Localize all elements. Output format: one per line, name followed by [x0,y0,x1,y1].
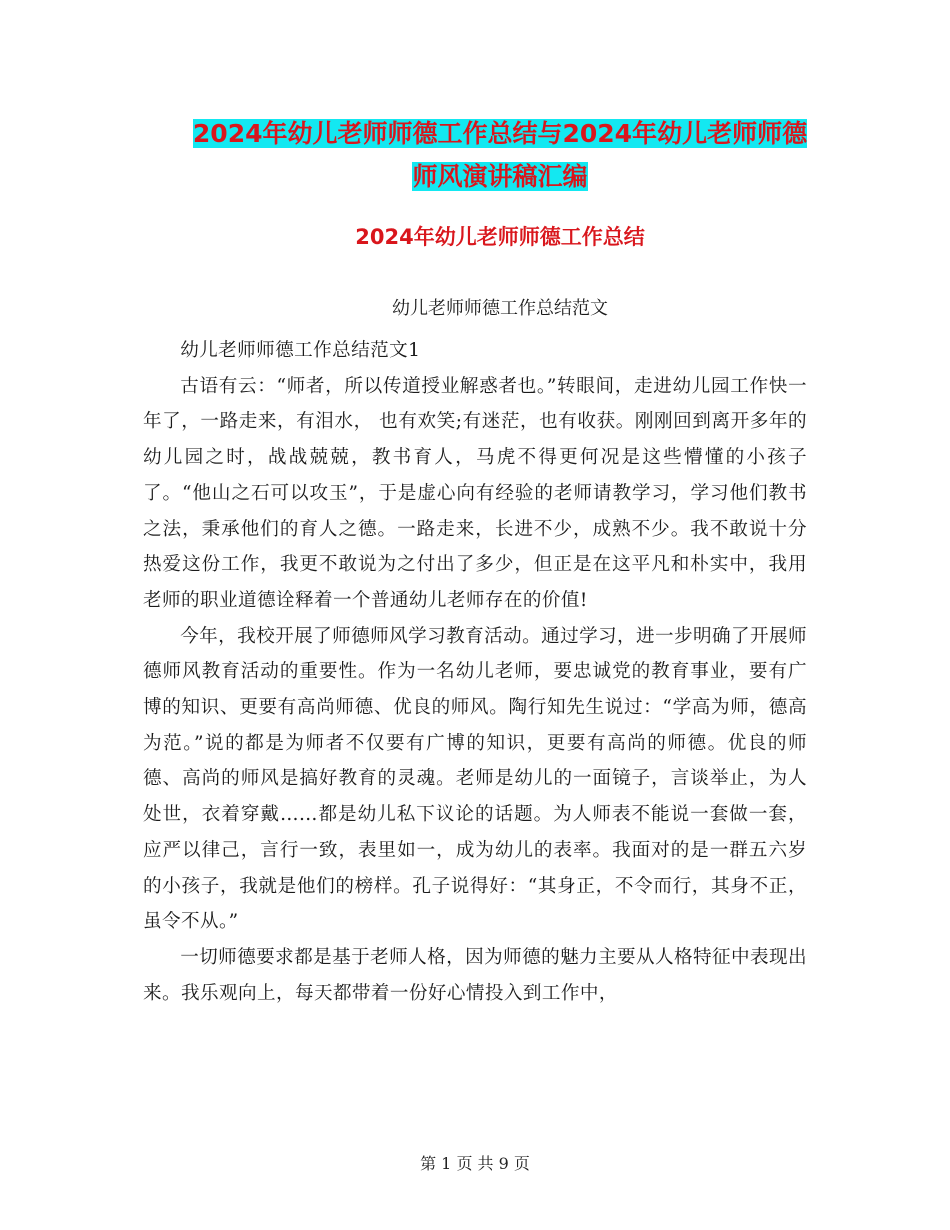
main-title-line-1: 2024年幼儿老师师德工作总结与2024年幼儿老师师德 [192,119,808,148]
subtitle: 幼儿老师师德工作总结范文 [392,298,608,319]
paragraph: 今年，我校开展了师德师风学习教育活动。通过学习，进一步明确了开展师德师风教育活动的重要性。作为一名幼儿老师，要忠诚党的教育事业，要有广博的知识、更要有高尚师德、优良的师风。陶行知先生说过：“学高为师，德高为范。”说的都是为师者不仅要有广博的知识，更要有高尚的师德。优良的师德、高尚的师风是搞好教育的灵魂。老师是幼儿的一面镜子，言谈举止，为人处世，衣着穿戴……都是幼儿私下议论的话题。为人师表不能说一套做一套，应严以律己，言行一致，表里如一，成为幼儿的表率。我面对的是一群五六岁的小孩子，我就是他们的榜样。孔子说得好：“其身正，不令而行，其身不正，虽令不从。” [143,625,807,933]
body-text [143,333,807,1011]
section-title: 2024年幼儿老师师德工作总结 [355,225,645,249]
paragraph: 幼儿老师师德工作总结范文1 [180,340,421,361]
paragraph: 一切师德要求都是基于老师人格，因为师德的魅力主要从人格特征中表现出来。我乐观向上，每天都带着一份好心情投入到工作中， [143,946,807,1004]
page-footer: 第 1 页 共 9 页 [420,1154,530,1173]
paragraph: 古语有云：“师者，所以传道授业解惑者也。”转眼间，走进幼儿园工作快一年了，一路走来，有泪水， 也有欢笑;有迷茫，也有收获。刚刚回到离开多年的幼儿园之时，战战兢兢，教书育人，马虎不得更何况是这些懵懂的小孩子了。“他山之石可以攻玉”，于是虚心向有经验的老师请教学习，学习他们教书之法，秉承他们的育人之德。一路走来，长进不少，成熟不少。我不敢说十分热爱这份工作，我更不敢说为之付出了多少，但正是在这平凡和朴实中，我用老师的职业道德诠释着一个普通幼儿老师存在的价值! [143,375,807,611]
document-main-title [140,112,860,198]
main-title-line-2: 师风演讲稿汇编 [412,162,588,191]
